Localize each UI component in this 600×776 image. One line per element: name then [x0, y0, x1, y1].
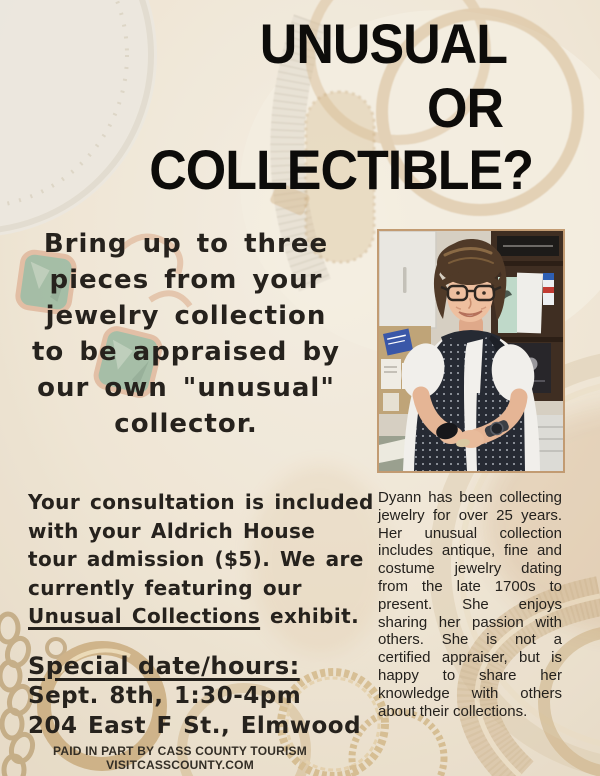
consultation-tail: exhibit.: [260, 604, 360, 628]
consultation-line: [28, 602, 373, 631]
schedule-heading: Special date/hours:: [28, 652, 300, 680]
intro-line: collector.: [114, 409, 258, 439]
consultation-line: Your consultation is included: [28, 490, 374, 514]
consultation-line: with your Aldrich House: [28, 518, 316, 543]
dyann-photo: [377, 229, 565, 473]
dyann-photo-illustration: [379, 231, 563, 471]
intro-line: Bring up to three: [43, 229, 329, 259]
sponsor-credit-line: PAID IN PART BY CASS COUNTY TOURISM: [53, 744, 307, 758]
schedule-address: 204 East F St., Elmwood: [28, 713, 362, 739]
headline-line-2: OR: [427, 77, 503, 140]
intro-line: jewelry collection: [45, 301, 327, 331]
dyann-bio-paragraph: Dyann has been collecting jewelry for over 25 years. Her unusual collection includes antique, fine and costume jewelry dating from the late 1700s to present. She enjoys sharing her passion with others. She is not a certified appraiser, but is happy to share her knowledge with others about their collections.: [378, 489, 562, 720]
consultation-line: currently featuring our: [28, 575, 302, 600]
sponsor-website: VISITCASSCOUNTY.COM: [106, 758, 254, 772]
consultation-paragraph: [28, 488, 373, 631]
intro-paragraph: [14, 226, 358, 442]
intro-line: pieces from your: [49, 265, 323, 295]
schedule-datetime: Sept. 8th, 1:30-4pm: [28, 683, 302, 709]
headline-line-3: COLLECTIBLE?: [149, 139, 533, 202]
schedule-block: [28, 651, 361, 741]
intro-line: to be appraised by: [31, 337, 341, 367]
consultation-line: tour admission ($5). We are: [28, 547, 364, 571]
unusual-collections-underlined: Unusual Collections: [28, 604, 261, 628]
headline-line-1: UNUSUAL: [259, 13, 507, 76]
sponsor-credit: [12, 744, 348, 772]
intro-line: our own "unusual": [37, 373, 335, 403]
